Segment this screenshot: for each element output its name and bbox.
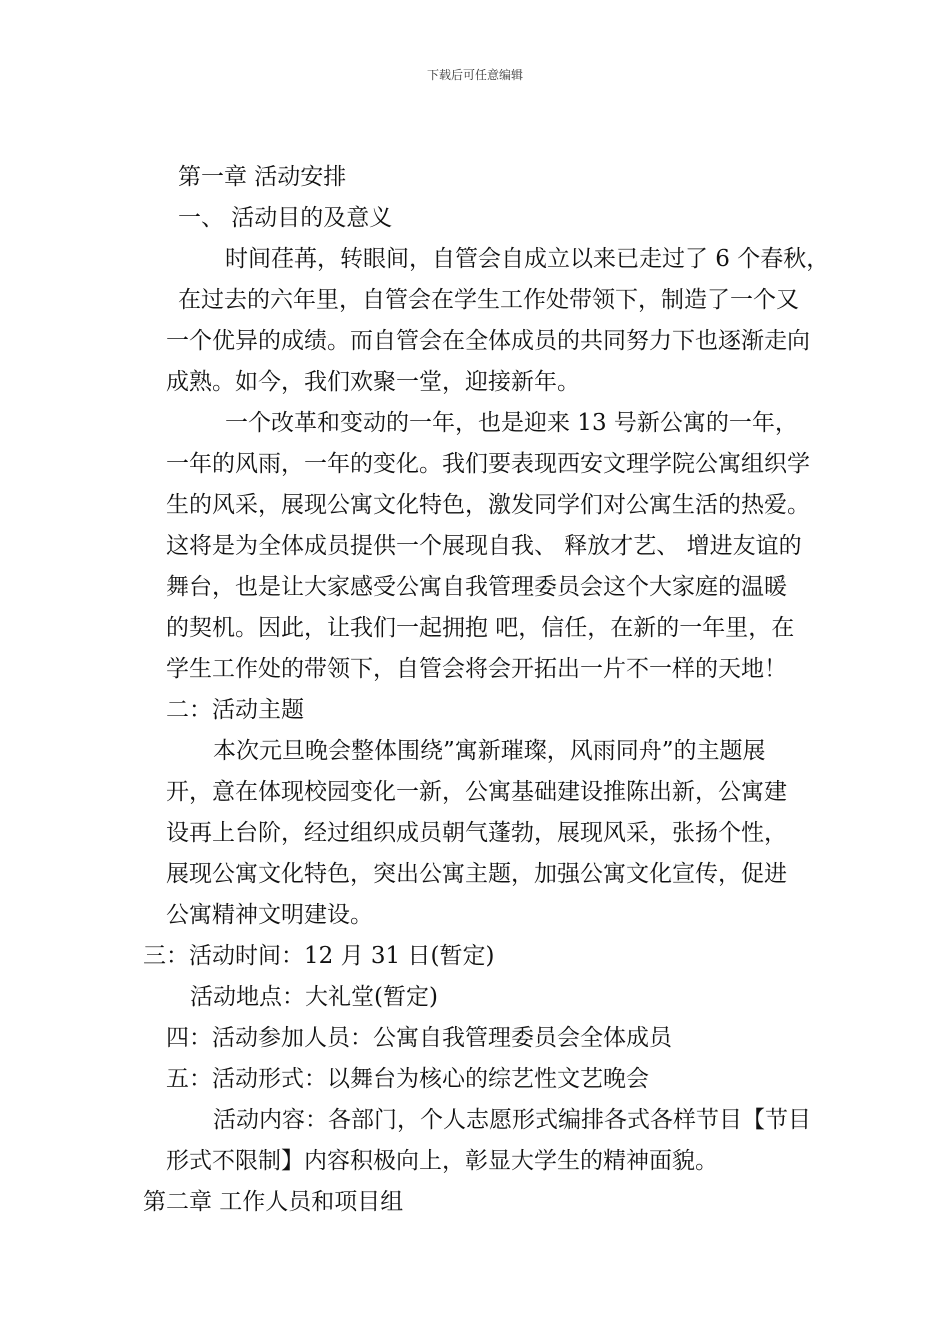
paragraph-line: 舞台，也是让大家感受公寓自我管理委员会这个大家庭的温暖 — [166, 574, 787, 600]
paragraph-line: 活动内容：各部门，个人志愿形式编排各式各样节目【节目 — [213, 1107, 811, 1133]
paragraph-line: 公寓精神文明建设。 — [166, 902, 373, 928]
paragraph-line: 在过去的六年里，自管会在学生工作处带领下，制造了一个又 — [178, 287, 799, 313]
section-2-heading: 二：活动主题 — [166, 697, 304, 723]
chapter-2-title: 第二章 工作人员和项目组 — [143, 1189, 404, 1215]
page-header-note: 下载后可任意编辑 — [426, 68, 523, 82]
paragraph-line: 一个优异的成绩。而自管会在全体成员的共同努力下也逐渐走向 — [166, 328, 810, 354]
paragraph-line: 一个改革和变动的一年，也是迎来 13 号新公寓的一年， — [225, 410, 798, 436]
paragraph-line: 这将是为全体成员提供一个展现自我、 释放才艺、 增进友谊的 — [166, 533, 802, 559]
paragraph-line: 展现公寓文化特色，突出公寓主题，加强公寓文化宣传，促进 — [166, 861, 787, 887]
paragraph-line: 学生工作处的带领下，自管会将会开拓出一片不一样的天地！ — [166, 656, 787, 682]
section-4-heading: 四：活动参加人员：公寓自我管理委员会全体成员 — [166, 1025, 672, 1051]
paragraph-line: 形式不限制】内容积极向上，彰显大学生的精神面貌。 — [166, 1148, 718, 1174]
paragraph-line: 时间荏苒，转眼间，自管会自成立以来已走过了 6 个春秋， — [225, 246, 830, 272]
paragraph-line: 设再上台阶，经过组织成员朝气蓬勃，展现风采，张扬个性， — [166, 820, 787, 846]
paragraph-line: 本次元旦晚会整体围绕”寓新璀璨，风雨同舟”的主题展 — [213, 738, 766, 764]
paragraph-line: 开，意在体现校园变化一新，公寓基础建设推陈出新，公寓建 — [166, 779, 787, 805]
paragraph-line: 的契机。因此，让我们一起拥抱 吧，信任，在新的一年里，在 — [166, 615, 795, 641]
activity-location: 活动地点：大礼堂(暂定) — [190, 984, 438, 1010]
paragraph-line: 一年的风雨，一年的变化。我们要表现西安文理学院公寓组织学 — [166, 451, 810, 477]
section-3-heading: 三：活动时间：12 月 31 日(暂定) — [143, 943, 495, 969]
chapter-1-title: 第一章 活动安排 — [178, 164, 347, 190]
section-5-heading: 五：活动形式：以舞台为核心的综艺性文艺晚会 — [166, 1066, 649, 1092]
paragraph-line: 成熟。如今，我们欢聚一堂，迎接新年。 — [166, 369, 580, 395]
section-1-heading: 一、 活动目的及意义 — [178, 205, 393, 231]
paragraph-line: 生的风采，展现公寓文化特色，激发同学们对公寓生活的热爱。 — [166, 492, 810, 518]
